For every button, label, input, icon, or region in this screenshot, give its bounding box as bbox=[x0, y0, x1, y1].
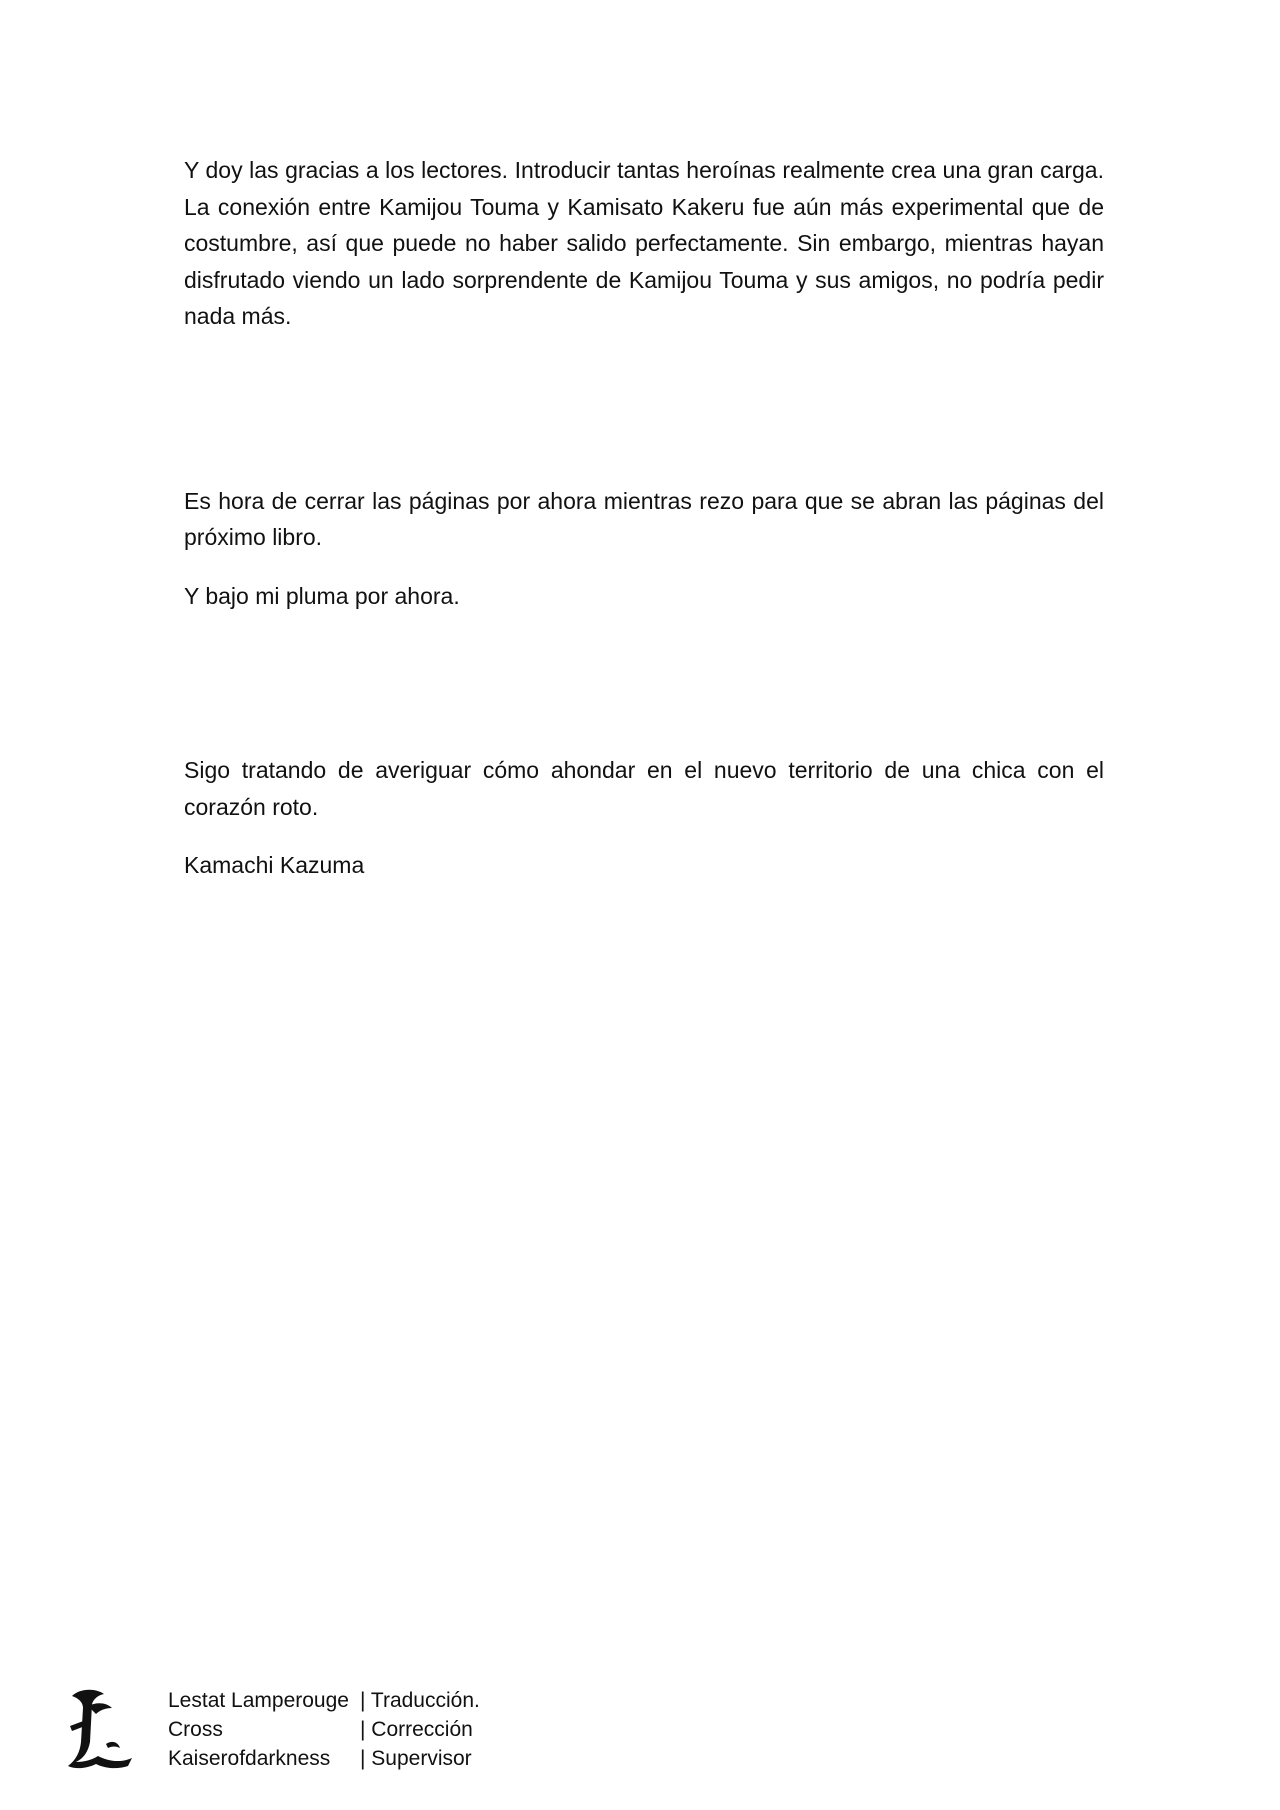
credit-name: Cross bbox=[168, 1718, 223, 1741]
credit-row-correction bbox=[168, 1715, 480, 1744]
paragraph-put-down-pen: Y bajo mi pluma por ahora. bbox=[184, 582, 460, 609]
paragraph-closing-pages: Es hora de cerrar las páginas por ahora mientras rezo para que se abran las páginas del próximo libro. bbox=[184, 487, 1104, 550]
gothic-l-logo-icon bbox=[66, 1686, 136, 1770]
paragraph-thanks: Y doy las gracias a los lectores. Introducir tantas heroínas realmente crea una gran carga. La conexión entre Kamijou Touma y Kamisato Kakeru fue aún más experimental que de costumbre, así que puede no haber salido perfectamente. Sin embargo, mientras hayan disfrutado viendo un lado sorprendente de Kamijou Touma y sus amigos, no podría pedir nada más. bbox=[184, 157, 1104, 329]
credit-name: Lestat Lamperouge bbox=[168, 1689, 349, 1712]
credit-role: | Corrección bbox=[360, 1718, 473, 1741]
document-body bbox=[184, 152, 1104, 884]
author-signature: Kamachi Kazuma bbox=[184, 852, 365, 878]
credit-role: | Traducción. bbox=[360, 1689, 480, 1712]
credit-role: | Supervisor bbox=[360, 1747, 472, 1770]
credits-list bbox=[168, 1686, 480, 1773]
credit-row-translation bbox=[168, 1686, 480, 1715]
credit-row-supervisor bbox=[168, 1744, 480, 1773]
credits-footer bbox=[66, 1686, 666, 1786]
paragraph-still-trying: Sigo tratando de averiguar cómo ahondar en el nuevo territorio de una chica con el corazón roto. bbox=[184, 757, 1104, 820]
credit-name: Kaiserofdarkness bbox=[168, 1747, 331, 1770]
